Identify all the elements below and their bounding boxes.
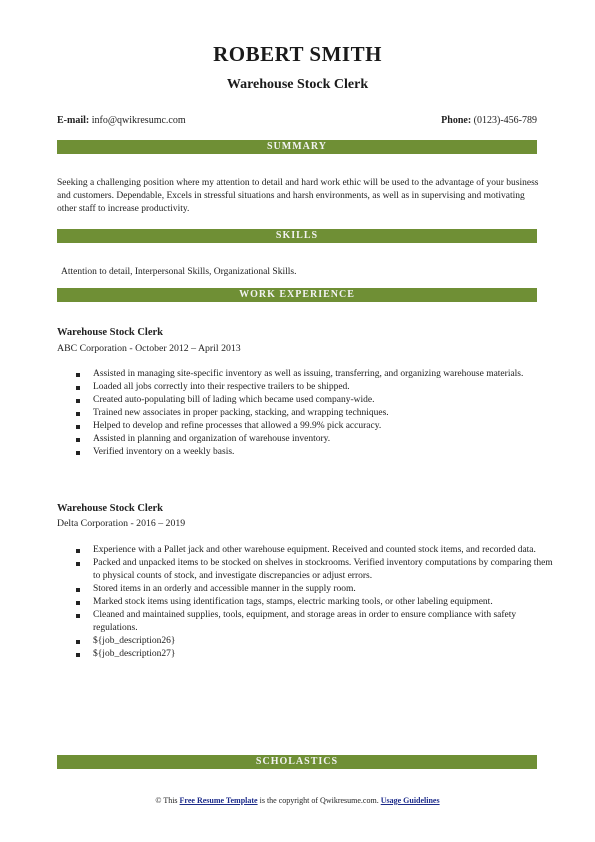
- section-header-skills: SKILLS: [57, 229, 537, 243]
- list-item: Packed and unpacked items to be stocked on shelves in stockrooms. Verified inventory computations by comparing them to physical counts of stock, and investigate discrepancies or adjust errors.: [93, 557, 555, 583]
- job-2-company: Delta Corporation - 2016 – 2019: [57, 518, 186, 529]
- list-item: Trained new associates in proper packing, stacking, and wrapping techniques.: [93, 407, 555, 420]
- list-item: Loaded all jobs correctly into their respective trailers to be shipped.: [93, 381, 555, 394]
- list-item: Assisted in managing site-specific inventory as well as issuing, transferring, and organizing warehouse materials.: [93, 368, 555, 381]
- footer-prefix: © This: [155, 796, 180, 805]
- phone-value: (0123)-456-789: [473, 115, 537, 126]
- list-item: Created auto-populating bill of lading which became used company-wide.: [93, 394, 555, 407]
- list-item: Cleaned and maintained supplies, tools, equipment, and storage areas in order to ensure compliance with safety regulations.: [93, 609, 555, 635]
- section-header-scholastics: SCHOLASTICS: [57, 755, 537, 769]
- free-resume-template-link[interactable]: Free Resume Template: [179, 796, 258, 805]
- phone-contact: [441, 115, 537, 126]
- summary-text: Seeking a challenging position where my attention to detail and hard work ethic will be used to the advantage of your business and customers. Dependable, Excels in stressful situations and harsh environments, as well as in supervising and motivating other staff to increase productivity.: [57, 178, 539, 214]
- section-header-work-experience: WORK EXPERIENCE: [57, 288, 537, 302]
- email-label: E-mail:: [57, 115, 90, 126]
- candidate-name: ROBERT SMITH: [213, 42, 382, 66]
- list-item: Marked stock items using identification tags, stamps, electric marking tools, or other labeling equipment.: [93, 596, 555, 609]
- job-1-company: ABC Corporation - October 2012 – April 2013: [57, 343, 241, 354]
- list-item: Verified inventory on a weekly basis.: [93, 446, 555, 459]
- skills-text: Attention to detail, Interpersonal Skills, Organizational Skills.: [61, 267, 297, 277]
- job-title-heading: Warehouse Stock Clerk: [226, 77, 369, 92]
- section-header-summary: SUMMARY: [57, 140, 537, 154]
- list-item: Experience with a Pallet jack and other warehouse equipment. Received and counted stock items, and recorded data.: [93, 544, 555, 557]
- job-1-title: Warehouse Stock Clerk: [57, 327, 163, 338]
- list-item: ${job_description27}: [93, 648, 555, 661]
- email-contact: [57, 115, 186, 126]
- list-item: Assisted in planning and organization of warehouse inventory.: [93, 433, 555, 446]
- job-2-bullets: [75, 544, 555, 661]
- email-value[interactable]: info@qwikresumc.com: [91, 115, 186, 126]
- list-item: Helped to develop and refine processes that allowed a 99.9% pick accuracy.: [93, 420, 555, 433]
- footer-middle: is the copyright of Qwikresume.com.: [257, 796, 381, 805]
- job-2-title: Warehouse Stock Clerk: [57, 503, 163, 514]
- phone-label: Phone:: [441, 115, 472, 126]
- footer: [0, 796, 595, 805]
- list-item: ${job_description26}: [93, 635, 555, 648]
- list-item: Stored items in an orderly and accessible manner in the supply room.: [93, 583, 555, 596]
- job-1-bullets: [75, 368, 555, 459]
- usage-guidelines-link[interactable]: Usage Guidelines: [380, 796, 440, 805]
